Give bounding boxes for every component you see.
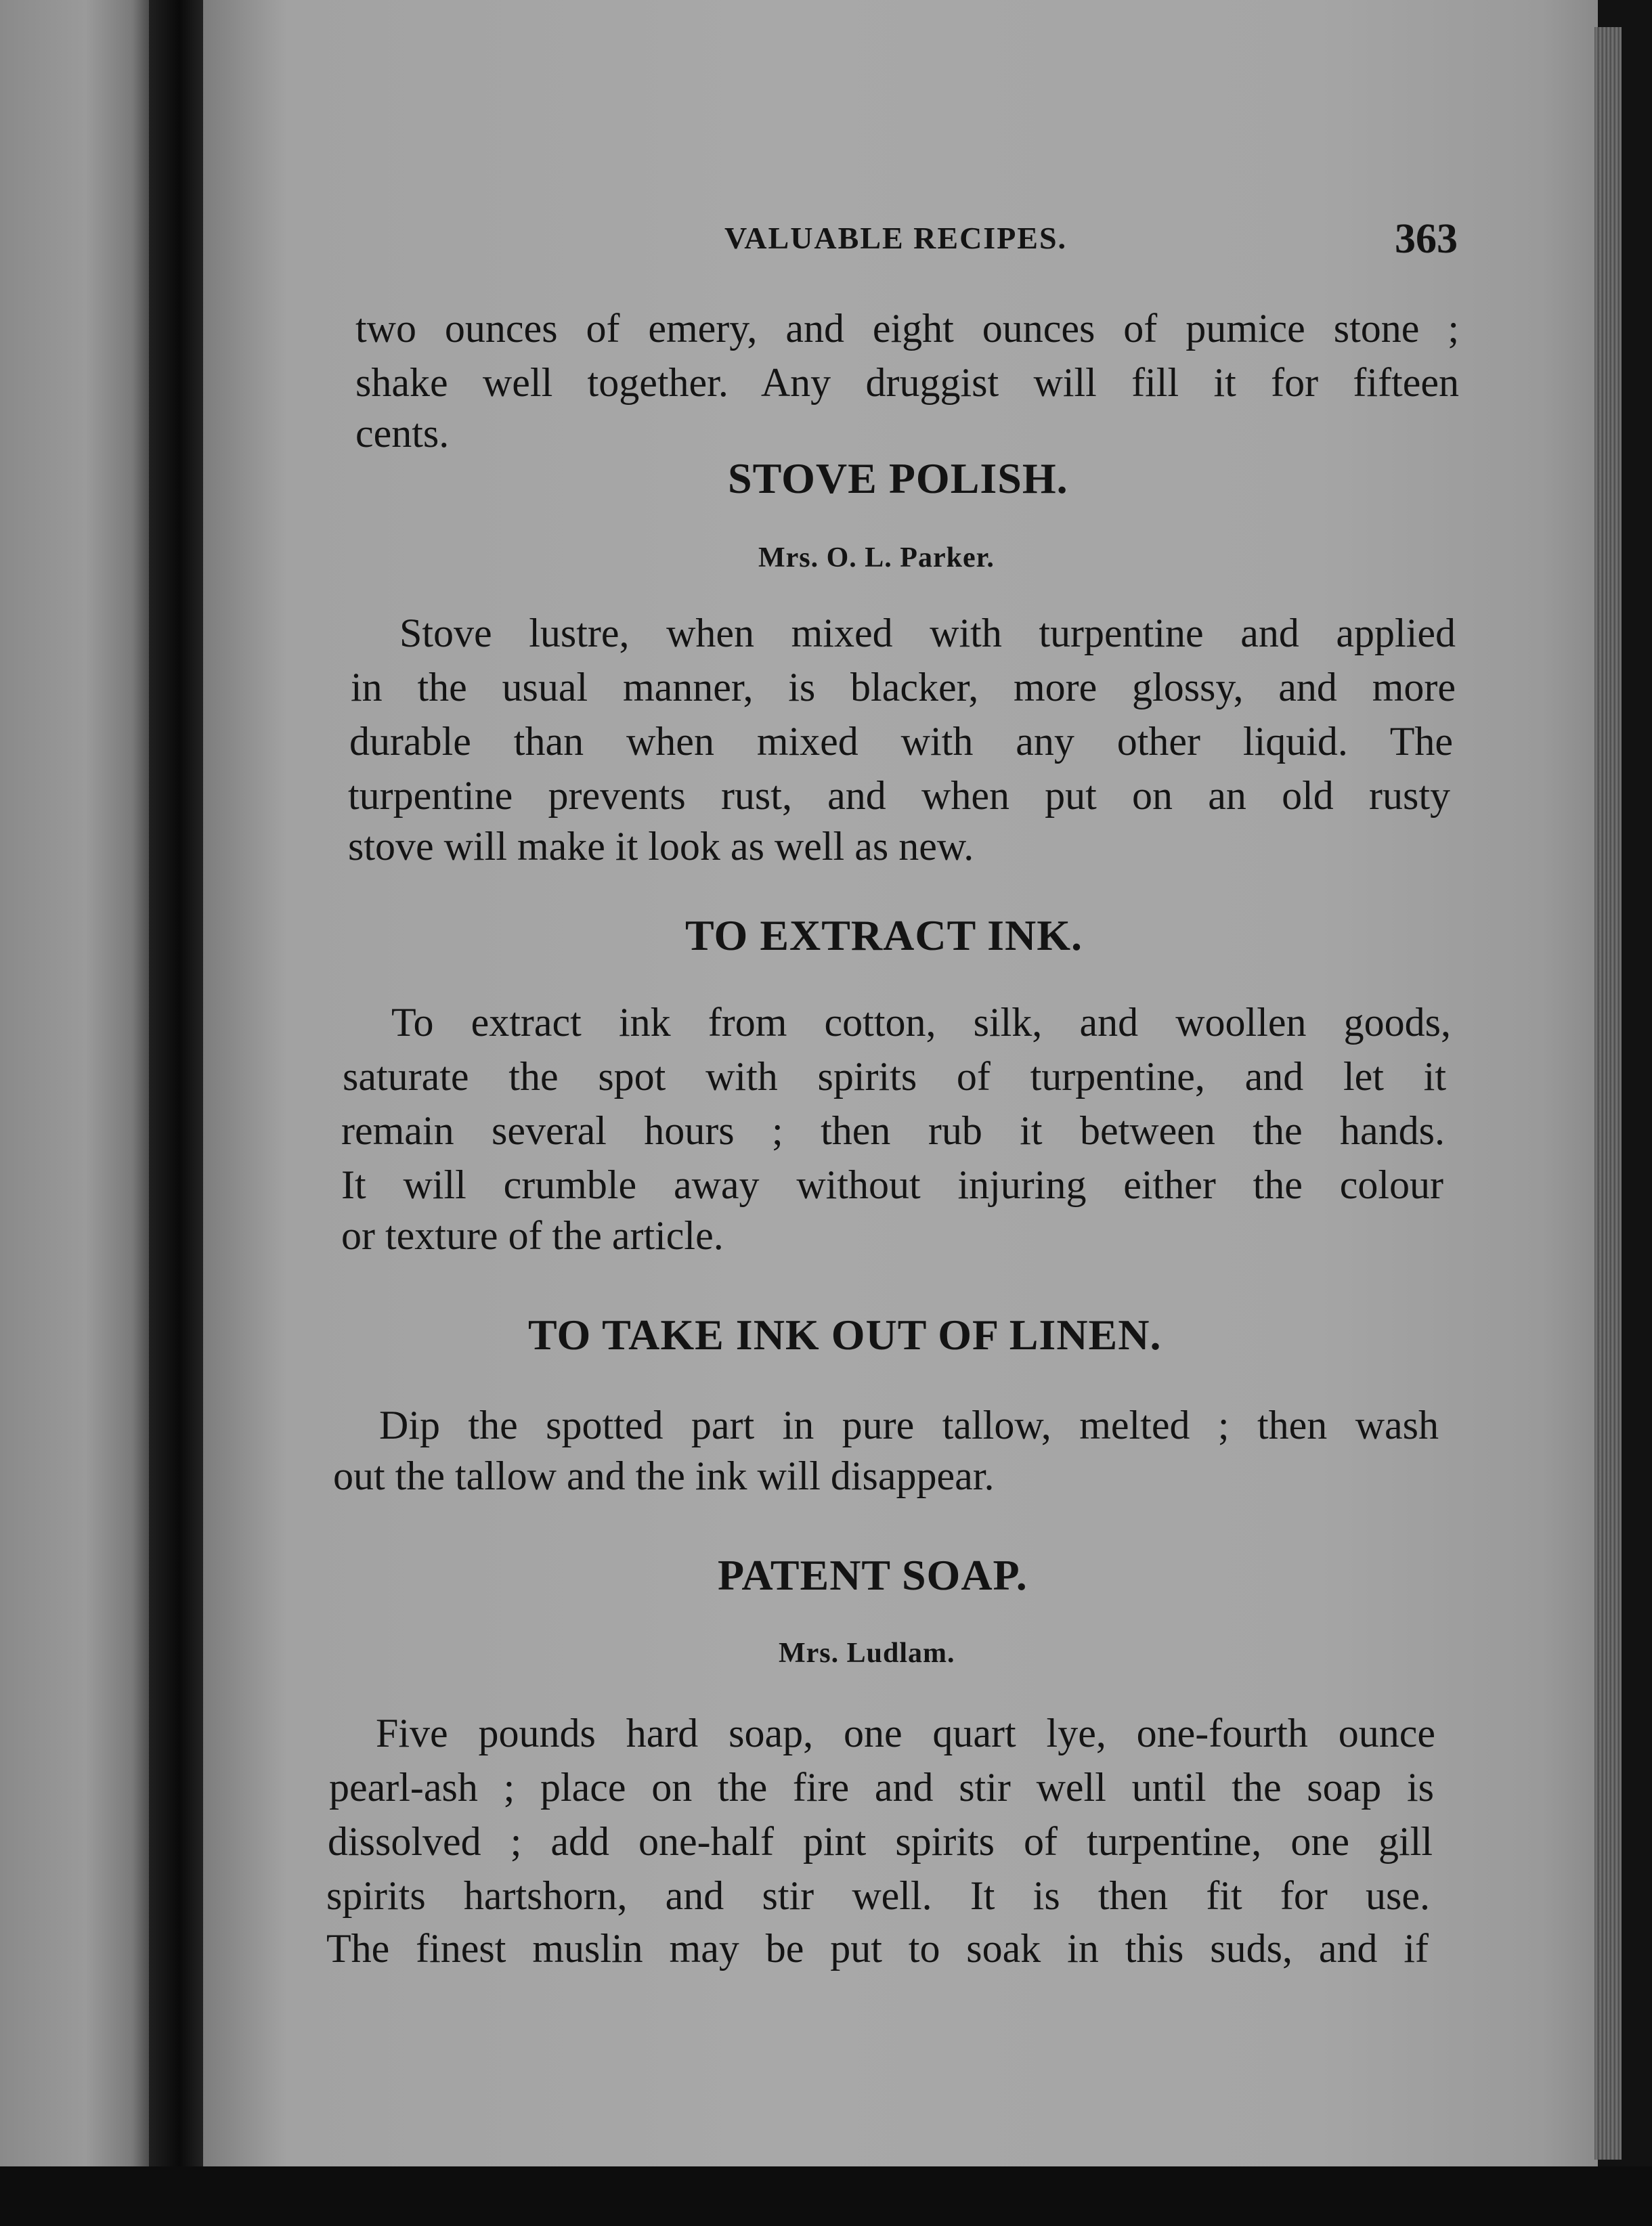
- page-stack-edge: [1594, 27, 1622, 2160]
- text-line: The finest muslin may be put to soak in this suds, and if: [326, 1926, 1429, 1971]
- text-line: turpentine prevents rust, and when put on an old rusty: [348, 773, 1450, 818]
- section-title-extract-ink: TO EXTRACT INK.: [685, 911, 1083, 959]
- text-line: Stove lustre, when mixed with turpentine and applied: [399, 611, 1456, 655]
- book-gutter: [149, 0, 210, 2226]
- text-line: cents.: [355, 411, 450, 456]
- running-head: VALUABLE RECIPES.: [724, 221, 1068, 255]
- text-line: two ounces of emery, and eight ounces of pumice stone ;: [355, 306, 1459, 351]
- page-number: 363: [1395, 216, 1458, 262]
- section-author-stove-polish: Mrs. O. L. Parker.: [758, 542, 995, 573]
- section-title-ink-linen: TO TAKE INK OUT OF LINEN.: [528, 1311, 1162, 1359]
- text-line: stove will make it look as well as new.: [348, 824, 974, 869]
- text-line: shake well together. Any druggist will fill it for fifteen: [355, 360, 1459, 405]
- bottom-shadow: [0, 2166, 1652, 2226]
- text-line: durable than when mixed with any other liquid. The: [349, 719, 1453, 764]
- text-line: remain several hours ; then rub it between the hands.: [341, 1108, 1445, 1153]
- section-author-patent-soap: Mrs. Ludlam.: [779, 1638, 955, 1669]
- text-line: saturate the spot with spirits of turpentine, and let it: [343, 1054, 1446, 1099]
- text-line: To extract ink from cotton, silk, and woollen goods,: [391, 1000, 1451, 1045]
- text-line: out the tallow and the ink will disappear.: [333, 1454, 995, 1498]
- section-title-stove-polish: STOVE POLISH.: [728, 454, 1068, 502]
- text-line: dissolved ; add one-half pint spirits of turpentine, one gill: [328, 1819, 1433, 1864]
- text-line: spirits hartshorn, and stir well. It is then fit for use.: [326, 1873, 1430, 1918]
- text-line: in the usual manner, is blacker, more glossy, and more: [351, 665, 1456, 710]
- section-title-patent-soap: PATENT SOAP.: [718, 1551, 1028, 1599]
- text-line: or texture of the article.: [341, 1213, 724, 1258]
- text-line: pearl-ash ; place on the fire and stir well until the soap is: [329, 1765, 1434, 1810]
- left-page-edge: [0, 0, 156, 2187]
- text-line: It will crumble away without injuring either the colour: [341, 1162, 1443, 1207]
- text-line: Five pounds hard soap, one quart lye, one-fourth ounce: [376, 1711, 1435, 1755]
- text-line: Dip the spotted part in pure tallow, melted ; then wash: [379, 1403, 1439, 1447]
